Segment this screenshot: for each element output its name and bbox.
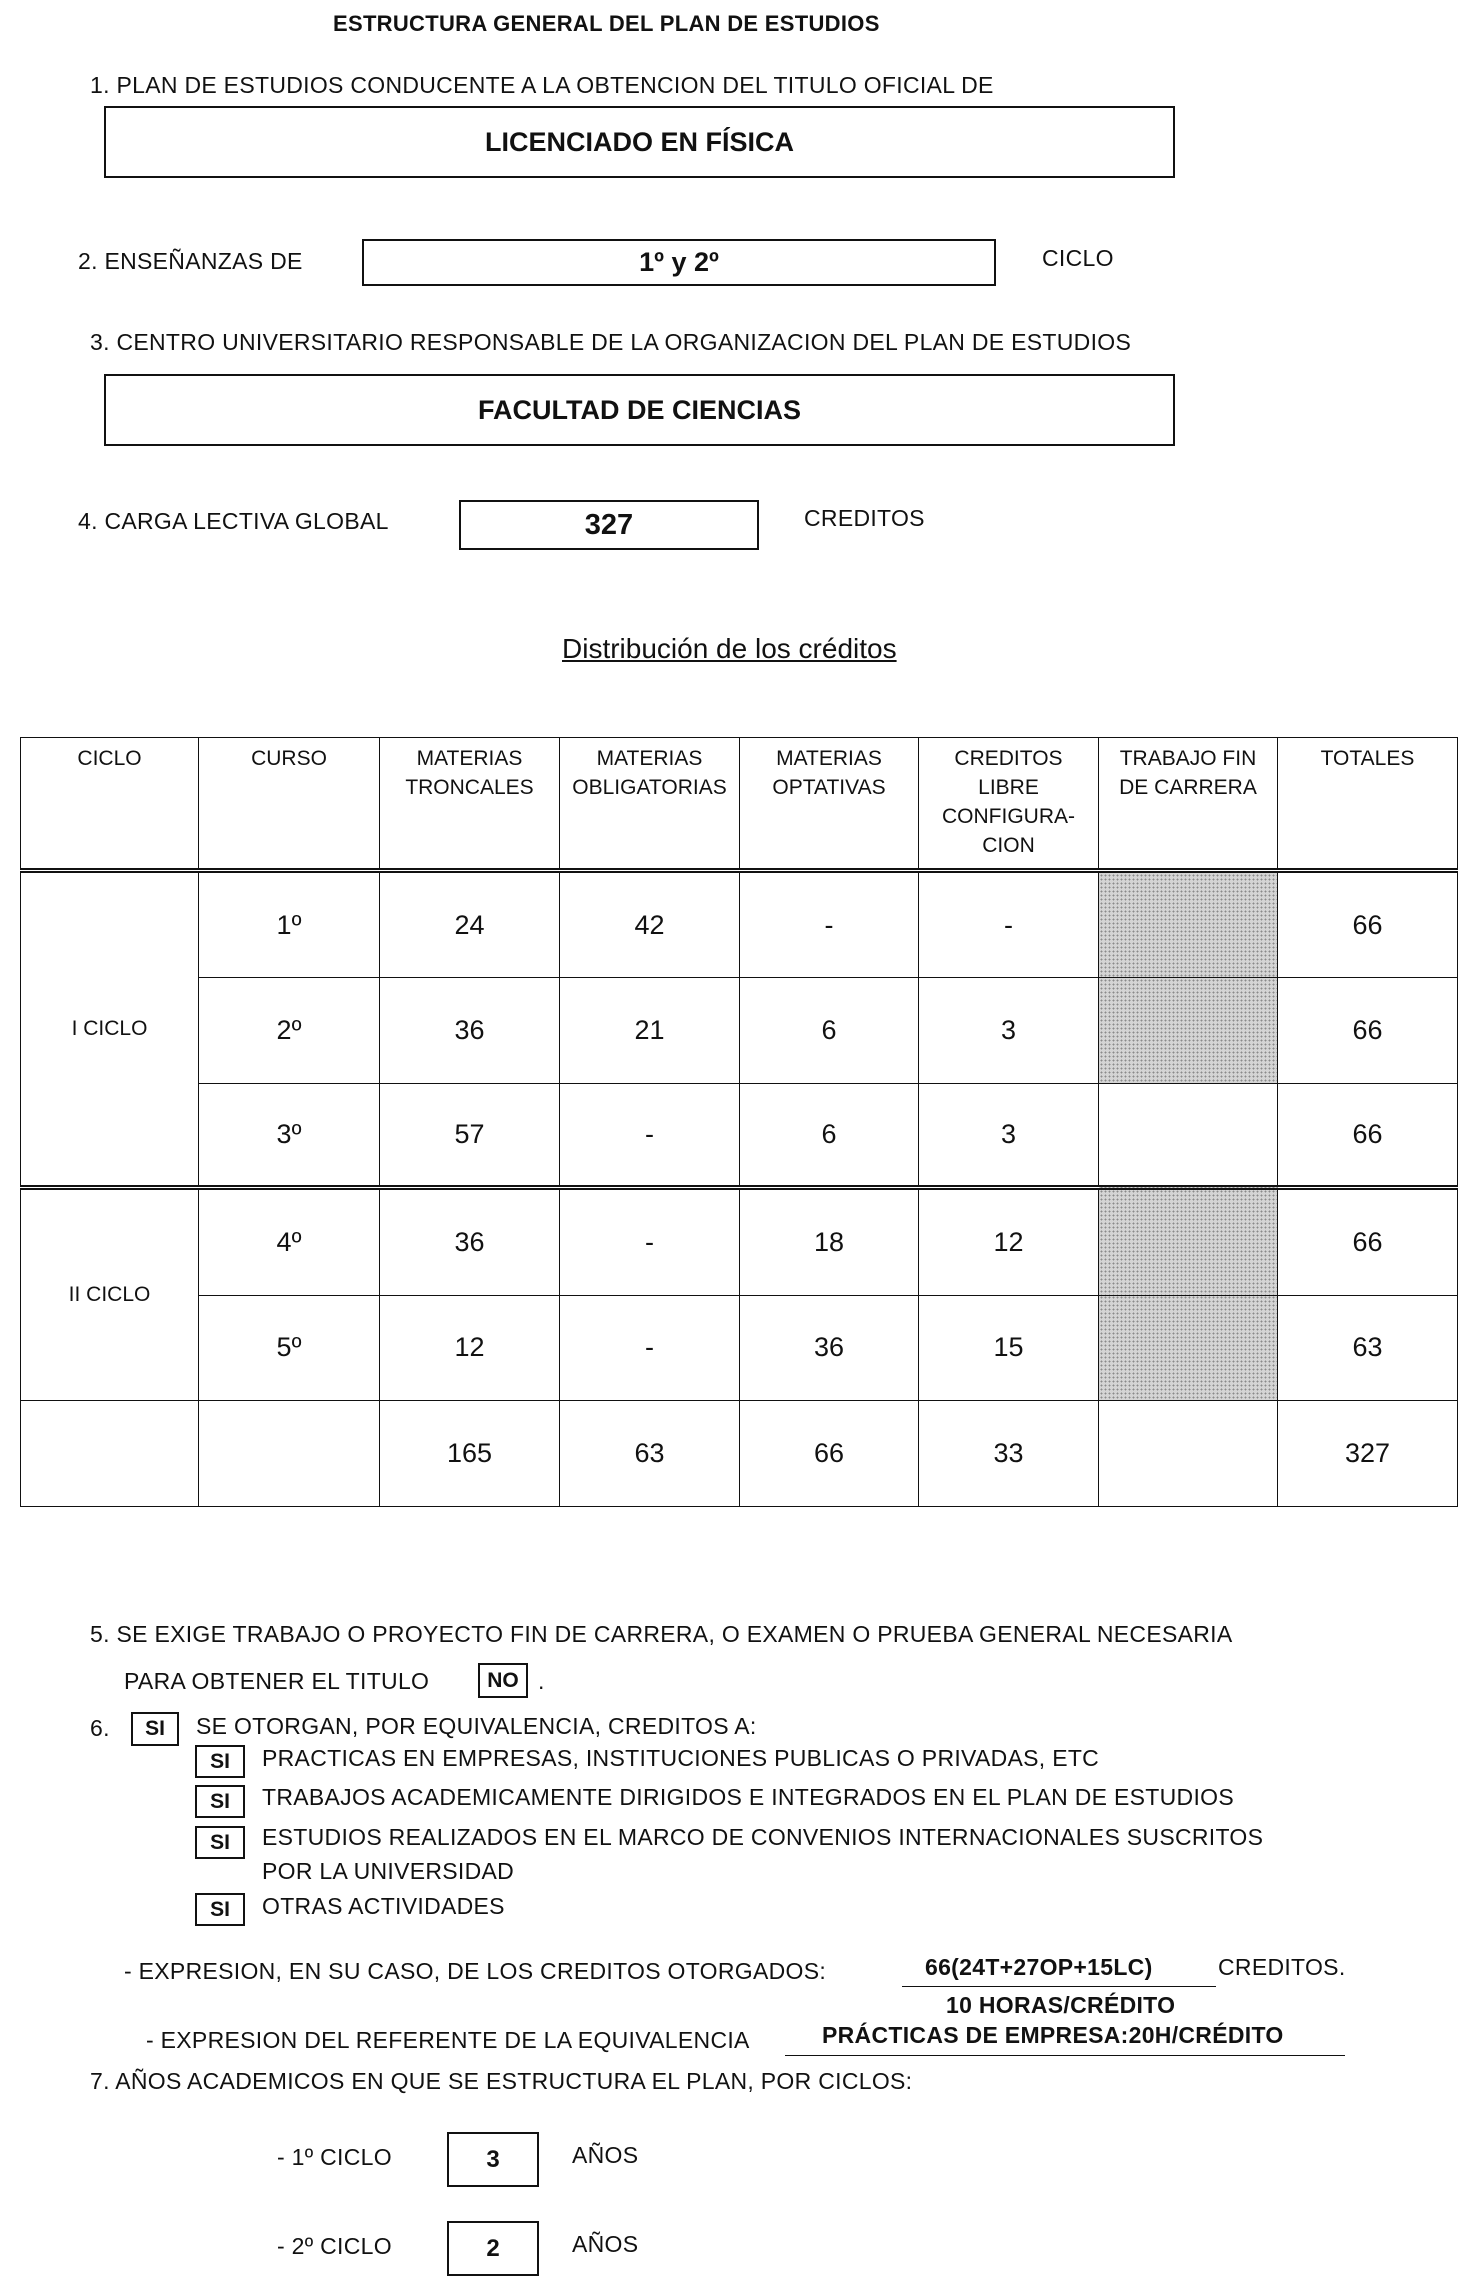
item6-option3-answer: SI: [210, 1830, 230, 1854]
ciclo2-years-unit: AÑOS: [572, 2231, 639, 2257]
item4-suffix: CREDITOS: [804, 505, 925, 531]
item2-value-box: [362, 239, 996, 286]
expr2-underline: [785, 2055, 1345, 2056]
item6-option2-answer: SI: [210, 1789, 230, 1813]
totals-curso-cell: [199, 1400, 380, 1506]
table-row: [21, 871, 1458, 978]
item6-option1-text: PRACTICAS EN EMPRESAS, INSTITUCIONES PUBLICAS O PRIVADAS, ETC: [262, 1745, 1100, 1771]
header-optativas-text: MATERIAS OPTATIVAS: [772, 747, 886, 799]
item6-option3-text2: POR LA UNIVERSIDAD: [262, 1858, 515, 1884]
expr2-label: - EXPRESION DEL REFERENTE DE LA EQUIVALENCIA: [146, 2027, 750, 2053]
troncales-cell: 57: [380, 1083, 560, 1187]
item6-option1-answer: SI: [210, 1749, 230, 1773]
libre-cell: -: [919, 871, 1099, 978]
item1-value-box: [104, 106, 1175, 178]
header-trabajo-text: TRABAJO FIN DE CARRERA: [1119, 747, 1257, 799]
table-row: [21, 1083, 1458, 1187]
item6-option4-answer: SI: [210, 1897, 230, 1921]
item6-label: SE OTORGAN, POR EQUIVALENCIA, CREDITOS A:: [196, 1713, 757, 1739]
ciclo2-years-label: - 2º CICLO: [277, 2233, 392, 2259]
item5-answer: NO: [487, 1668, 519, 1692]
totals-optativas-cell: 66: [740, 1400, 919, 1506]
trabajo-cell-shaded: [1099, 1187, 1278, 1295]
item4-value-box: [459, 500, 759, 550]
curso-cell: 3º: [199, 1083, 380, 1187]
optativas-cell: 6: [740, 1083, 919, 1187]
item6-answer-box: [131, 1712, 179, 1746]
curso-cell: 5º: [199, 1295, 380, 1400]
totales-cell: 63: [1278, 1295, 1458, 1400]
ciclo2-cell: II CICLO: [21, 1187, 199, 1400]
header-ciclo-text: CICLO: [77, 747, 142, 770]
header-curso: [199, 738, 380, 871]
totals-troncales-cell: 165: [380, 1400, 560, 1506]
item3-value: FACULTAD DE CIENCIAS: [478, 394, 801, 425]
optativas-cell: 18: [740, 1187, 919, 1295]
ciclo1-years-label: - 1º CICLO: [277, 2144, 392, 2170]
item3-value-box: [104, 374, 1175, 446]
troncales-cell: 36: [380, 1187, 560, 1295]
optativas-cell: 6: [740, 978, 919, 1083]
expr2-value: PRÁCTICAS DE EMPRESA:20H/CRÉDITO: [822, 2022, 1284, 2048]
totales-cell: 66: [1278, 1187, 1458, 1295]
totales-cell: 66: [1278, 871, 1458, 978]
item6-option3-text: ESTUDIOS REALIZADOS EN EL MARCO DE CONVENIOS INTERNACIONALES SUSCRITOS: [262, 1824, 1264, 1850]
item4-label: 4. CARGA LECTIVA GLOBAL: [78, 508, 389, 534]
ciclo1-years-value: 3: [486, 2145, 500, 2173]
item2-value: 1º y 2º: [639, 247, 719, 277]
item6-option3-box: [195, 1826, 245, 1859]
trabajo-cell-shaded: [1099, 871, 1278, 978]
header-troncales-text: MATERIAS TRONCALES: [405, 747, 534, 799]
obligatorias-cell: -: [560, 1187, 740, 1295]
ciclo2-years-value: 2: [486, 2234, 500, 2262]
totals-trabajo-cell: [1099, 1400, 1278, 1506]
header-troncales: [380, 738, 560, 871]
totals-totales-cell: 327: [1278, 1400, 1458, 1506]
item6-option2-box: [195, 1785, 245, 1818]
libre-cell: 12: [919, 1187, 1099, 1295]
header-totales: [1278, 738, 1458, 871]
curso-cell: 4º: [199, 1187, 380, 1295]
expr2-top: 10 HORAS/CRÉDITO: [946, 1992, 1176, 2018]
troncales-cell: 12: [380, 1295, 560, 1400]
header-curso-text: CURSO: [251, 747, 327, 770]
ciclo2-years-box: [447, 2221, 539, 2276]
header-obligatorias: [560, 738, 740, 871]
table-header-row: [21, 738, 1458, 871]
item1-label: 1. PLAN DE ESTUDIOS CONDUCENTE A LA OBTENCION DEL TITULO OFICIAL DE: [90, 72, 994, 98]
totals-ciclo-cell: [21, 1400, 199, 1506]
troncales-cell: 36: [380, 978, 560, 1083]
item7-label: 7. AÑOS ACADEMICOS EN QUE SE ESTRUCTURA EL PLAN, POR CICLOS:: [90, 2068, 913, 2094]
troncales-cell: 24: [380, 871, 560, 978]
table-totals-row: [21, 1400, 1458, 1506]
item4-value: 327: [584, 508, 634, 541]
item5-answer-box: [478, 1663, 528, 1698]
item5-dot: .: [538, 1668, 545, 1694]
header-ciclo: [21, 738, 199, 871]
obligatorias-cell: 21: [560, 978, 740, 1083]
curso-cell: 2º: [199, 978, 380, 1083]
item6-number: 6.: [90, 1715, 110, 1741]
item1-value: LICENCIADO EN FÍSICA: [484, 126, 794, 157]
item3-label: 3. CENTRO UNIVERSITARIO RESPONSABLE DE LA ORGANIZACION DEL PLAN DE ESTUDIOS: [90, 329, 1132, 355]
header-libre-text: CREDITOS LIBRE CONFIGURA- CION: [942, 747, 1075, 857]
obligatorias-cell: 42: [560, 871, 740, 978]
optativas-cell: -: [740, 871, 919, 978]
obligatorias-cell: -: [560, 1295, 740, 1400]
header-libre: [919, 738, 1099, 871]
item5-line2: PARA OBTENER EL TITULO: [124, 1668, 430, 1694]
header-obligatorias-text: MATERIAS OBLIGATORIAS: [572, 747, 727, 799]
distribution-title: Distribución de los créditos: [562, 633, 897, 664]
table-row: [21, 978, 1458, 1083]
curso-cell: 1º: [199, 871, 380, 978]
item6-option2-text: TRABAJOS ACADEMICAMENTE DIRIGIDOS E INTEGRADOS EN EL PLAN DE ESTUDIOS: [262, 1784, 1234, 1810]
item5-line1: 5. SE EXIGE TRABAJO O PROYECTO FIN DE CARRERA, O EXAMEN O PRUEBA GENERAL NECESARIA: [90, 1621, 1233, 1647]
header-totales-text: TOTALES: [1320, 747, 1415, 770]
item2-label: 2. ENSEÑANZAS DE: [78, 248, 303, 274]
totales-cell: 66: [1278, 1083, 1458, 1187]
table-row: [21, 1187, 1458, 1295]
header-trabajo: [1099, 738, 1278, 871]
libre-cell: 15: [919, 1295, 1099, 1400]
optativas-cell: 36: [740, 1295, 919, 1400]
obligatorias-cell: -: [560, 1083, 740, 1187]
expr1-suffix: CREDITOS.: [1218, 1954, 1346, 1980]
totales-cell: 66: [1278, 978, 1458, 1083]
item6-option1-box: [195, 1745, 245, 1778]
header-optativas: [740, 738, 919, 871]
page-title: ESTRUCTURA GENERAL DEL PLAN DE ESTUDIOS: [333, 11, 880, 36]
totals-obligatorias-cell: 63: [560, 1400, 740, 1506]
expr1-value: 66(24T+27OP+15LC): [925, 1954, 1153, 1980]
trabajo-cell-shaded: [1099, 978, 1278, 1083]
expr1-underline: [902, 1986, 1216, 1987]
libre-cell: 3: [919, 978, 1099, 1083]
credits-table: [20, 737, 1458, 1507]
item6-answer: SI: [145, 1717, 165, 1740]
ciclo1-cell: I CICLO: [21, 871, 199, 1187]
expr1-label: - EXPRESION, EN SU CASO, DE LOS CREDITOS OTORGADOS:: [124, 1958, 827, 1984]
item6-option4-box: [195, 1893, 245, 1926]
trabajo-cell: [1099, 1083, 1278, 1187]
ciclo1-years-unit: AÑOS: [572, 2142, 639, 2168]
totals-libre-cell: 33: [919, 1400, 1099, 1506]
table-row: [21, 1295, 1458, 1400]
libre-cell: 3: [919, 1083, 1099, 1187]
trabajo-cell-shaded: [1099, 1295, 1278, 1400]
item2-suffix: CICLO: [1042, 245, 1114, 271]
ciclo1-years-box: [447, 2132, 539, 2187]
item6-option4-text: OTRAS ACTIVIDADES: [262, 1893, 505, 1919]
